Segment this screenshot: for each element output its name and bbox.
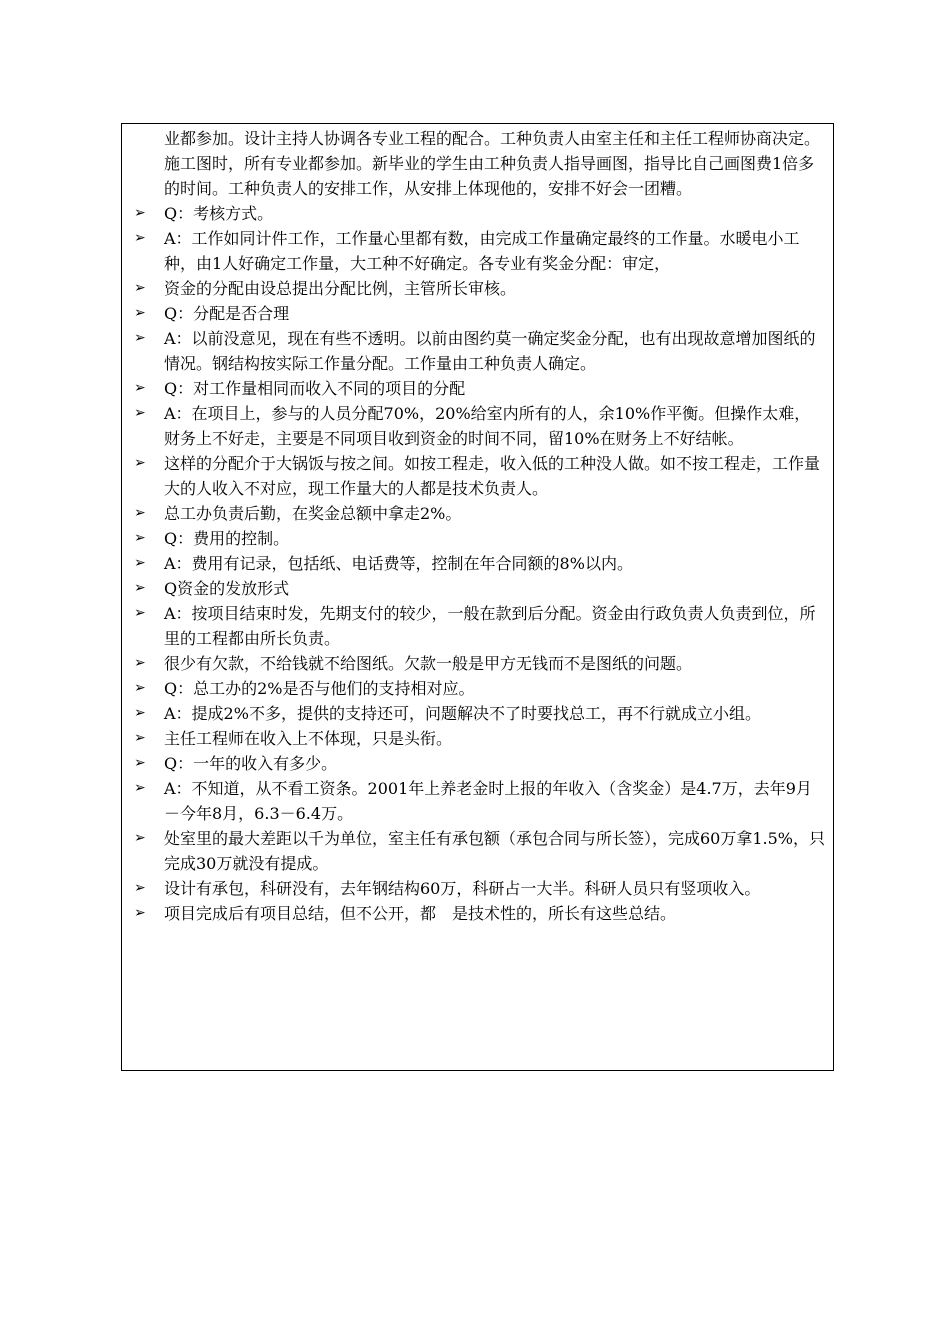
list-item-text: Q：一年的收入有多少。 <box>164 754 338 773</box>
list-item-text: A：费用有记录，包括纸、电话费等，控制在年合同额的8%以内。 <box>164 554 633 573</box>
list-item-text: A：提成2%不多，提供的支持还可，问题解决不了时要找总工，再不行就成立小组。 <box>164 704 761 723</box>
list-item-text: Q：对工作量相同而收入不同的项目的分配 <box>164 379 466 398</box>
arrow-bullet-icon: ➢ <box>134 905 146 921</box>
list-item-text: A：以前没意见，现在有些不透明。以前由图约莫一确定奖金分配，也有出现故意增加图纸的情况。钢结构按实际工作量分配。工作量由工种负责人确定。 <box>164 329 816 373</box>
arrow-bullet-icon: ➢ <box>134 305 146 321</box>
arrow-bullet-icon: ➢ <box>134 380 146 396</box>
bullet-list <box>134 201 825 926</box>
list-item-text: 设计有承包，科研没有，去年钢结构60万，科研占一大半。科研人员只有竖项收入。 <box>164 879 761 898</box>
arrow-bullet-icon: ➢ <box>134 555 146 571</box>
list-item-text: 项目完成后有项目总结，但不公开，都 是技术性的，所长有这些总结。 <box>164 904 677 923</box>
arrow-bullet-icon: ➢ <box>134 330 146 346</box>
list-item <box>134 676 825 701</box>
arrow-bullet-icon: ➢ <box>134 780 146 796</box>
interview-notes-box <box>121 123 834 1071</box>
list-item-text: A：不知道，从不看工资条。2001年上养老金时上报的年收入（含奖金）是4.7万，去年9月－今年8月，6.3－6.4万。 <box>164 779 812 823</box>
list-item-text: Q：总工办的2%是否与他们的支持相对应。 <box>164 679 475 698</box>
list-item <box>134 501 825 526</box>
list-item-text: Q：考核方式。 <box>164 204 274 223</box>
list-item <box>134 451 825 501</box>
arrow-bullet-icon: ➢ <box>134 830 146 846</box>
list-item <box>134 201 825 226</box>
arrow-bullet-icon: ➢ <box>134 755 146 771</box>
list-item <box>134 751 825 776</box>
list-item-text: A：在项目上，参与的人员分配70%，20%给室内所有的人，余10%作平衡。但操作太难，财务上不好走，主要是不同项目收到资金的时间不同，留10%在财务上不好结帐。 <box>164 404 811 448</box>
arrow-bullet-icon: ➢ <box>134 880 146 896</box>
arrow-bullet-icon: ➢ <box>134 230 146 246</box>
list-item-text: 这样的分配介于大锅饭与按之间。如按工程走，收入低的工种没人做。如不按工程走，工作量大的人收入不对应，现工作量大的人都是技术负责人。 <box>164 454 821 498</box>
list-item <box>134 276 825 301</box>
list-item-text: Q资金的发放形式 <box>164 579 290 598</box>
intro-paragraph: 业都参加。设计主持人协调各专业工程的配合。工种负责人由室主任和主任工程师协商决定。施工图时，所有专业都参加。新毕业的学生由工种负责人指导画图，指导比自己画图费1倍多的时间。工种负责人的安排工作，从安排上体现他的，安排不好会一团糟。 <box>164 129 821 198</box>
arrow-bullet-icon: ➢ <box>134 730 146 746</box>
list-item <box>134 226 825 276</box>
list-item <box>134 826 825 876</box>
list-item <box>134 651 825 676</box>
arrow-bullet-icon: ➢ <box>134 705 146 721</box>
list-item <box>134 301 825 326</box>
arrow-bullet-icon: ➢ <box>134 405 146 421</box>
list-item <box>134 601 825 651</box>
list-item <box>134 326 825 376</box>
list-item-text: A：按项目结束时发，先期支付的较少，一般在款到后分配。资金由行政负责人负责到位，所里的工程都由所长负责。 <box>164 604 816 648</box>
list-item-text: 主任工程师在收入上不体现，只是头衔。 <box>164 729 453 748</box>
list-item <box>134 901 825 926</box>
list-item <box>134 726 825 751</box>
arrow-bullet-icon: ➢ <box>134 505 146 521</box>
list-item-text: 总工办负责后勤，在奖金总额中拿走2%。 <box>164 504 462 523</box>
arrow-bullet-icon: ➢ <box>134 205 146 221</box>
arrow-bullet-icon: ➢ <box>134 655 146 671</box>
arrow-bullet-icon: ➢ <box>134 605 146 621</box>
list-item <box>134 876 825 901</box>
arrow-bullet-icon: ➢ <box>134 455 146 471</box>
list-item <box>134 776 825 826</box>
list-item <box>134 376 825 401</box>
arrow-bullet-icon: ➢ <box>134 580 146 596</box>
list-item-text: A：工作如同计件工作，工作量心里都有数，由完成工作量确定最终的工作量。水暖电小工种，由1人好确定工作量，大工种不好确定。各专业有奖金分配：审定， <box>164 229 800 273</box>
list-item-text: 资金的分配由设总提出分配比例，主管所长审核。 <box>164 279 517 298</box>
list-item-text: Q：分配是否合理 <box>164 304 290 323</box>
list-item <box>134 576 825 601</box>
list-item <box>134 701 825 726</box>
list-item <box>134 401 825 451</box>
list-item-text: 处室里的最大差距以千为单位，室主任有承包额（承包合同与所长签），完成60万拿1.5%，只完成30万就没有提成。 <box>164 829 826 873</box>
arrow-bullet-icon: ➢ <box>134 530 146 546</box>
arrow-bullet-icon: ➢ <box>134 280 146 296</box>
list-item-text: Q：费用的控制。 <box>164 529 290 548</box>
arrow-bullet-icon: ➢ <box>134 680 146 696</box>
list-item <box>134 526 825 551</box>
list-item <box>134 551 825 576</box>
list-item-text: 很少有欠款，不给钱就不给图纸。欠款一般是甲方无钱而不是图纸的问题。 <box>164 654 693 673</box>
